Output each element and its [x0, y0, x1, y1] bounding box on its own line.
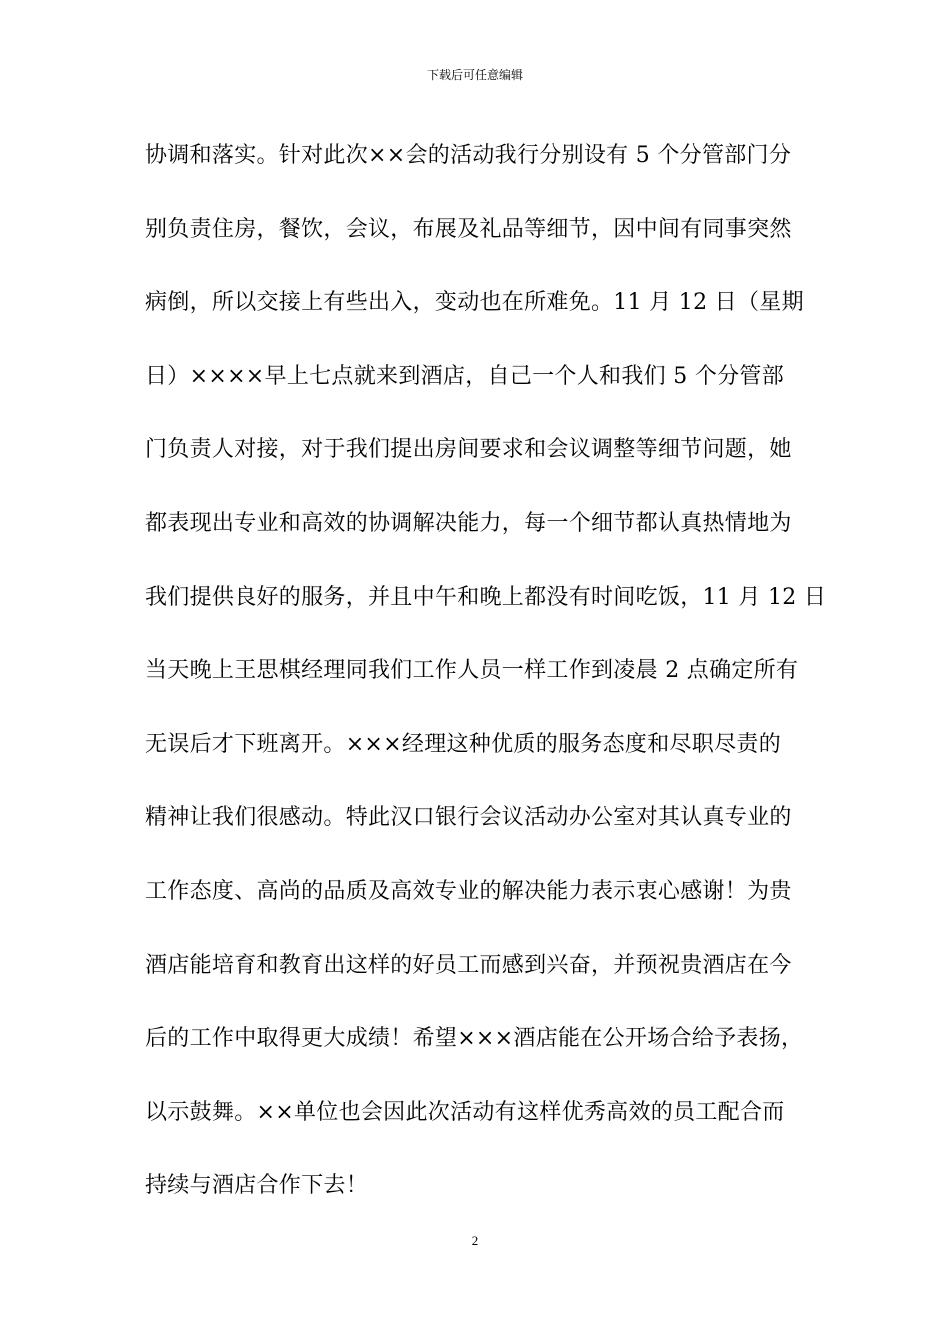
body-line: 都表现出专业和高效的协调解决能力，每一个细节都认真热情地为	[145, 510, 792, 536]
body-line: 我们提供良好的服务，并且中午和晚上都没有时间吃饭，11 月 12 日	[145, 584, 827, 610]
body-line: 工作态度、高尚的品质及高效专业的解决能力表示衷心感谢！为贵	[145, 878, 792, 904]
body-line: 别负责住房，餐饮，会议，布展及礼品等细节，因中间有同事突然	[145, 216, 792, 242]
page-number: 2	[471, 1233, 479, 1248]
body-line: 当天晚上王思棋经理同我们工作人员一样工作到凌晨 2 点确定所有	[145, 658, 799, 684]
body-line: 门负责人对接，对于我们提出房间要求和会议调整等细节问题，她	[145, 437, 792, 463]
body-line: 日）××××早上七点就来到酒店，自己一个人和我们 5 个分管部	[145, 363, 785, 389]
body-line: 精神让我们很感动。特此汉口银行会议活动办公室对其认真专业的	[145, 805, 792, 831]
body-line: 以示鼓舞。××单位也会因此次活动有这样优秀高效的员工配合而	[145, 1099, 785, 1125]
body-line: 后的工作中取得更大成绩！希望×××酒店能在公开场合给予表扬，	[145, 1026, 804, 1052]
page-header: 下载后可任意编辑	[426, 68, 523, 82]
body-line: 病倒，所以交接上有些出入，变动也在所难免。11 月 12 日（星期	[145, 290, 804, 316]
body-line: 协调和落实。针对此次××会的活动我行分别设有 5 个分管部门分	[145, 143, 792, 168]
body-line: 酒店能培育和教育出这样的好员工而感到兴奋，并预祝贵酒店在今	[145, 952, 792, 978]
body-line: 持续与酒店合作下去！	[145, 1173, 369, 1199]
body-line: 无误后才下班离开。×××经理这种优质的服务态度和尽职尽责的	[145, 731, 782, 757]
document-body	[145, 136, 827, 1240]
